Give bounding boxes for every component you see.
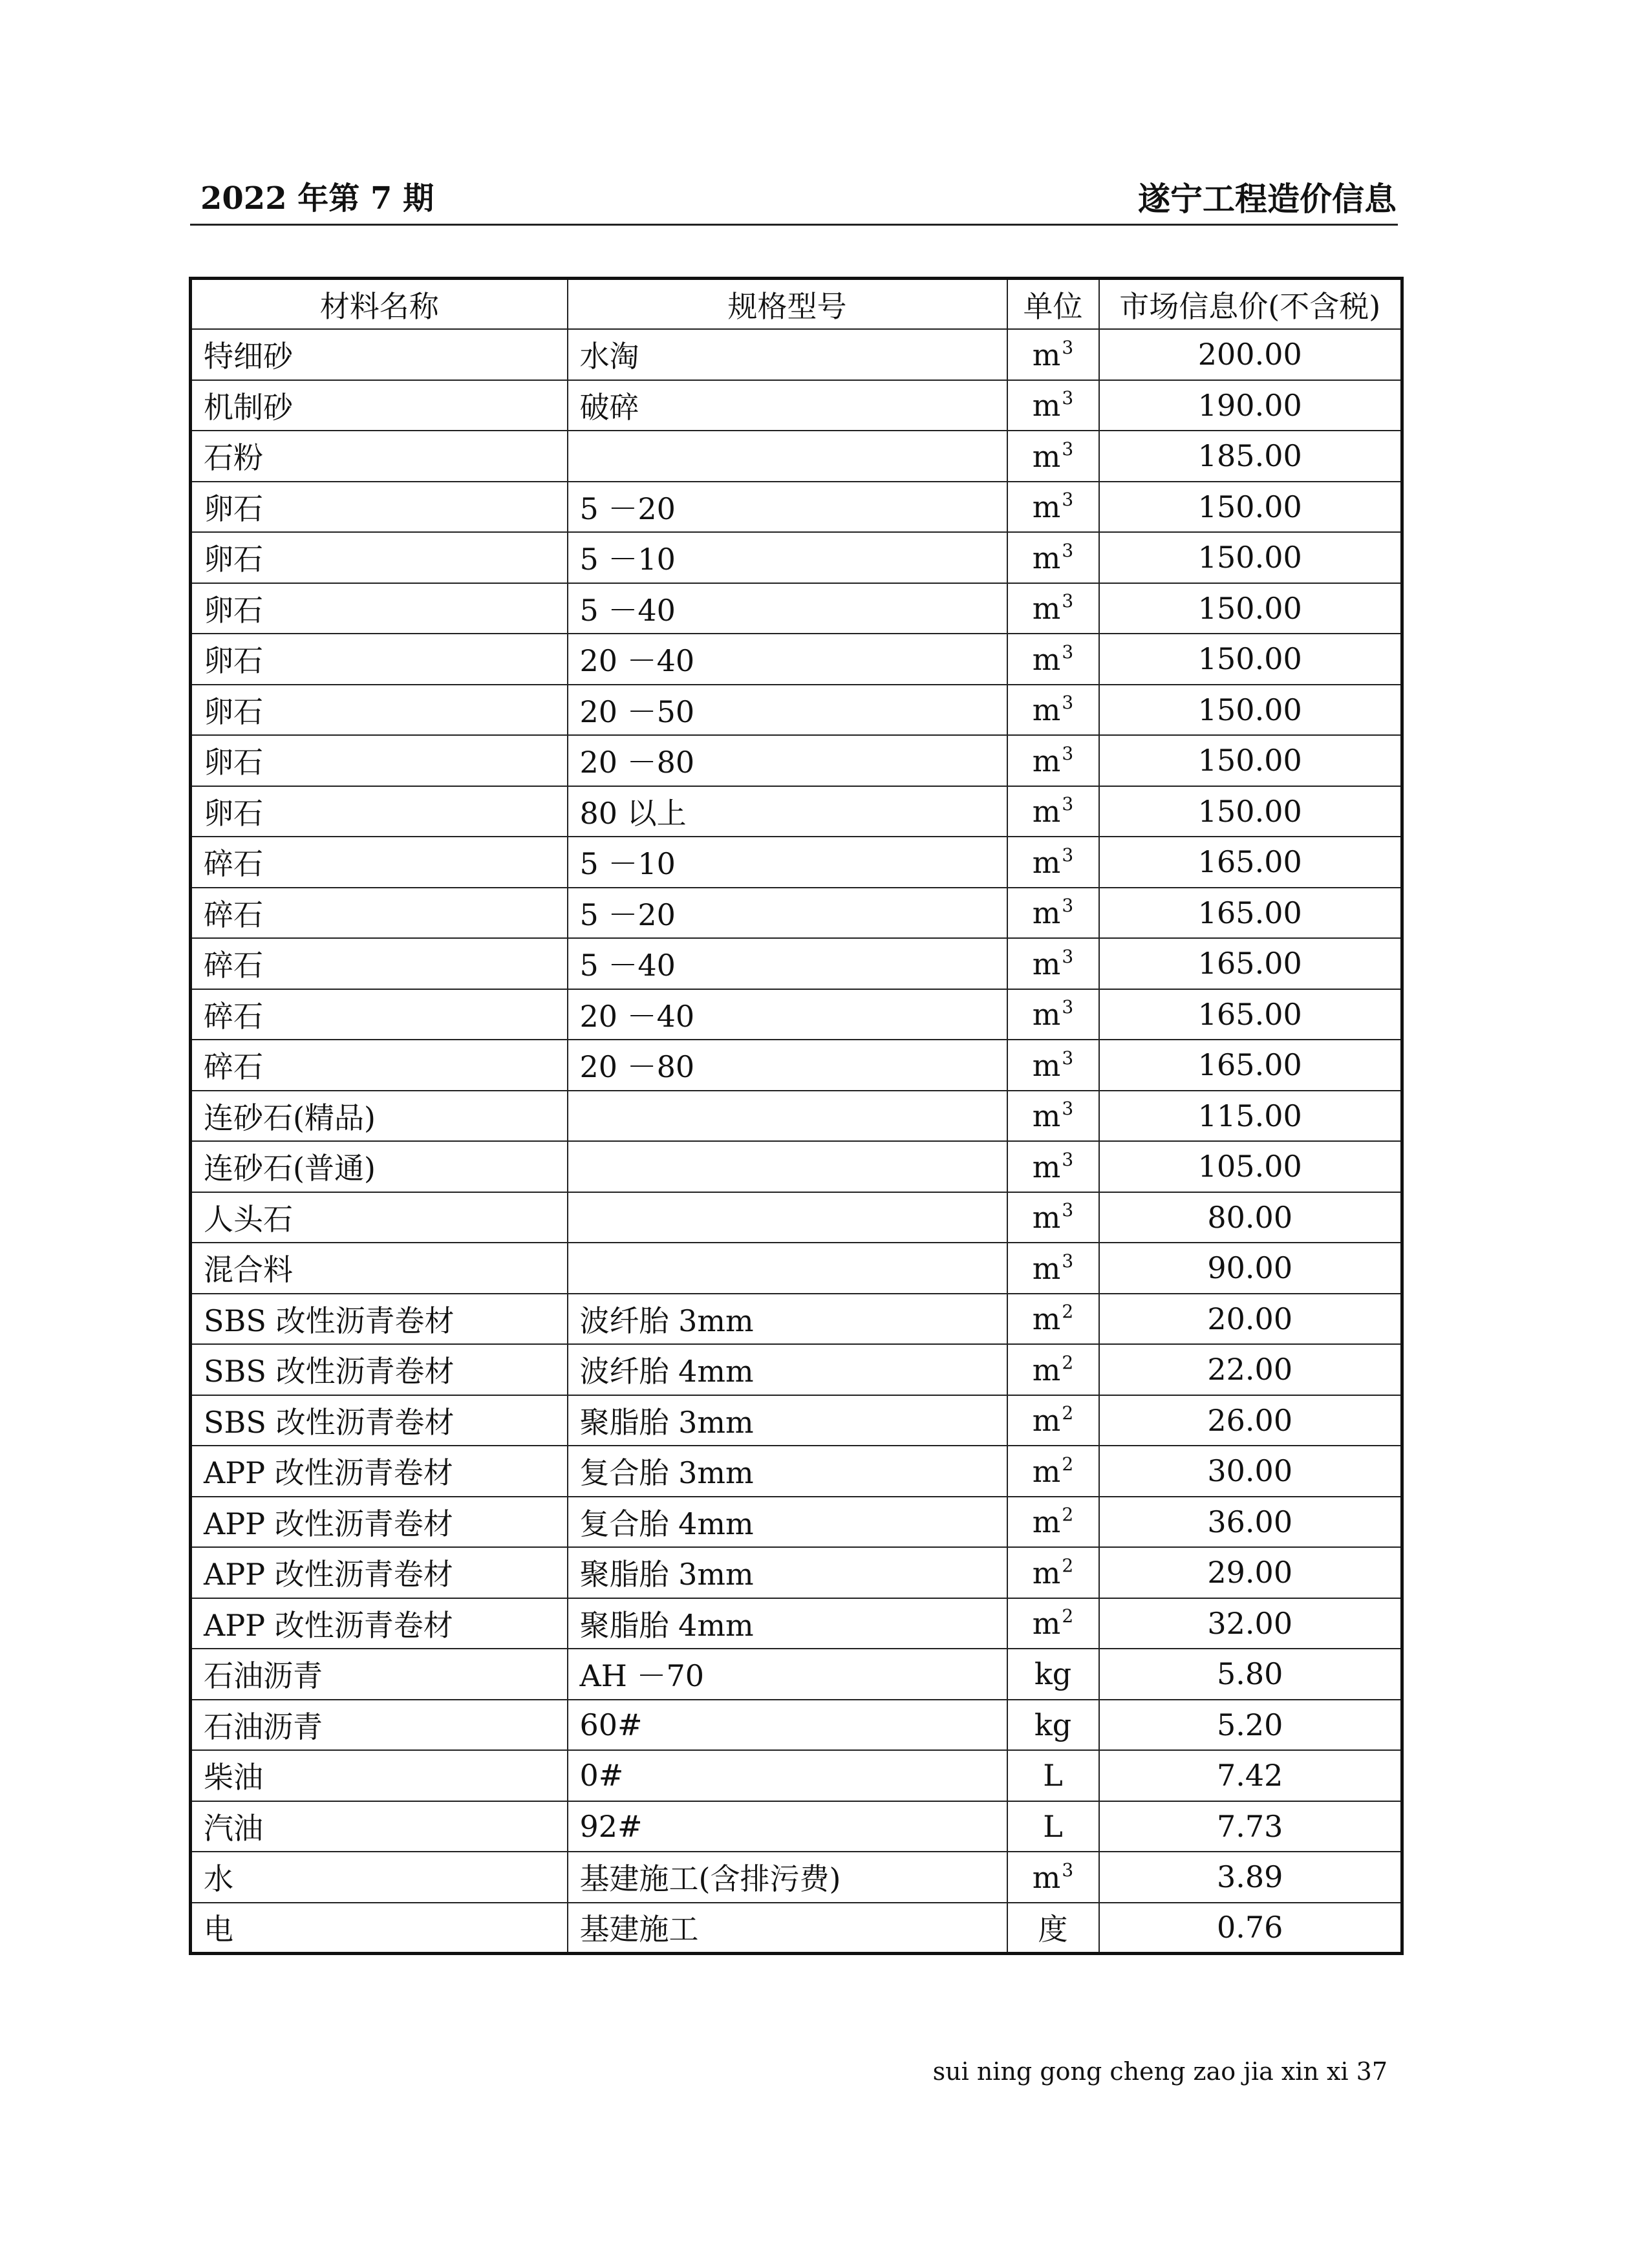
unit-cell: [1007, 1243, 1099, 1294]
price-cell: 185.00: [1099, 431, 1402, 482]
material-name-cell: 石油沥青: [191, 1649, 568, 1700]
unit-exponent: 3: [1062, 590, 1074, 612]
unit-cell: [1007, 532, 1099, 583]
column-header-spec: 规格型号: [568, 279, 1007, 330]
price-cell: 115.00: [1099, 1091, 1402, 1142]
spec-cell: [568, 1091, 1007, 1142]
column-header-unit: 单位: [1007, 279, 1099, 330]
material-name-cell: 连砂石(精品): [191, 1091, 568, 1142]
material-name-cell: 电: [191, 1903, 568, 1954]
unit-cell: [1007, 1395, 1099, 1446]
table-row: [191, 1801, 1402, 1852]
spec-cell: 复合胎 3mm: [568, 1446, 1007, 1497]
unit-base: m: [1032, 743, 1061, 778]
unit-exponent: 3: [1062, 387, 1074, 409]
unit-cell: [1007, 1852, 1099, 1903]
unit-cell: [1007, 1903, 1099, 1954]
price-cell: 36.00: [1099, 1497, 1402, 1548]
table-row: [191, 1903, 1402, 1954]
material-name-cell: 汽油: [191, 1801, 568, 1852]
table-row: [191, 735, 1402, 786]
spec-cell: AH －70: [568, 1649, 1007, 1700]
column-header-price: 市场信息价(不含税): [1099, 279, 1402, 330]
price-cell: 165.00: [1099, 888, 1402, 939]
unit-exponent: 2: [1062, 1301, 1074, 1323]
price-cell: 165.00: [1099, 837, 1402, 888]
header-divider: [190, 224, 1398, 226]
price-cell: 150.00: [1099, 583, 1402, 634]
material-name-cell: APP 改性沥青卷材: [191, 1598, 568, 1649]
unit-base: m: [1032, 337, 1061, 372]
price-cell: 150.00: [1099, 786, 1402, 837]
unit-base: m: [1032, 997, 1061, 1032]
table-row: [191, 329, 1402, 380]
price-cell: 26.00: [1099, 1395, 1402, 1446]
material-name-cell: 卵石: [191, 583, 568, 634]
unit-cell: [1007, 1497, 1099, 1548]
unit-cell: [1007, 1649, 1099, 1700]
spec-cell: 5 －10: [568, 837, 1007, 888]
spec-cell: 聚脂胎 4mm: [568, 1598, 1007, 1649]
table-row: [191, 837, 1402, 888]
material-name-cell: 卵石: [191, 532, 568, 583]
unit-cell: [1007, 1091, 1099, 1142]
table-row: [191, 1294, 1402, 1345]
unit-base: m: [1032, 489, 1061, 525]
material-name-cell: 碎石: [191, 989, 568, 1040]
table-row: [191, 1192, 1402, 1243]
unit-base: m: [1032, 1453, 1061, 1489]
spec-cell: 20 －40: [568, 989, 1007, 1040]
table-row: [191, 888, 1402, 939]
price-cell: 165.00: [1099, 989, 1402, 1040]
unit-base: m: [1032, 1555, 1061, 1590]
page-footer: sui ning gong cheng zao jia xin xi 37: [932, 2057, 1388, 2086]
price-cell: 5.80: [1099, 1649, 1402, 1700]
material-name-cell: 卵石: [191, 482, 568, 533]
unit-cell: [1007, 1750, 1099, 1801]
table-row: [191, 1344, 1402, 1395]
unit-base: m: [1032, 1301, 1061, 1337]
unit-cell: [1007, 431, 1099, 482]
spec-cell: 基建施工: [568, 1903, 1007, 1954]
unit-base: kg: [1034, 1656, 1072, 1692]
unit-base: m: [1032, 641, 1061, 677]
price-cell: 0.76: [1099, 1903, 1402, 1954]
table-row: [191, 1091, 1402, 1142]
material-name-cell: 人头石: [191, 1192, 568, 1243]
unit-base: m: [1032, 844, 1061, 880]
table-row: [191, 1446, 1402, 1497]
table-row: [191, 938, 1402, 989]
spec-cell: 5 －10: [568, 532, 1007, 583]
unit-cell: [1007, 380, 1099, 431]
unit-exponent: 3: [1062, 793, 1074, 815]
material-name-cell: 特细砂: [191, 329, 568, 380]
table-row: [191, 1750, 1402, 1801]
unit-exponent: 2: [1062, 1554, 1074, 1576]
price-cell: 7.73: [1099, 1801, 1402, 1852]
unit-base: m: [1032, 895, 1061, 931]
spec-cell: 聚脂胎 3mm: [568, 1395, 1007, 1446]
unit-cell: [1007, 1192, 1099, 1243]
price-cell: 80.00: [1099, 1192, 1402, 1243]
unit-base: m: [1032, 1098, 1061, 1134]
spec-cell: [568, 1243, 1007, 1294]
unit-exponent: 3: [1062, 1148, 1074, 1170]
spec-cell: 92#: [568, 1801, 1007, 1852]
material-name-cell: 卵石: [191, 634, 568, 685]
unit-cell: [1007, 1294, 1099, 1345]
unit-base: m: [1032, 540, 1061, 575]
unit-base: kg: [1034, 1707, 1072, 1742]
table-row: [191, 685, 1402, 736]
unit-cell: [1007, 888, 1099, 939]
unit-cell: [1007, 634, 1099, 685]
unit-exponent: 3: [1062, 1199, 1074, 1221]
unit-base: m: [1032, 1352, 1061, 1387]
material-name-cell: 水: [191, 1852, 568, 1903]
price-cell: 5.20: [1099, 1700, 1402, 1751]
unit-cell: [1007, 735, 1099, 786]
table-row: [191, 1598, 1402, 1649]
unit-base: m: [1032, 1606, 1061, 1642]
unit-cell: [1007, 1801, 1099, 1852]
spec-cell: [568, 1141, 1007, 1192]
material-name-cell: 石粉: [191, 431, 568, 482]
unit-cell: [1007, 482, 1099, 533]
unit-cell: [1007, 1547, 1099, 1598]
unit-exponent: 3: [1062, 996, 1074, 1018]
price-cell: 20.00: [1099, 1294, 1402, 1345]
unit-cell: [1007, 685, 1099, 736]
material-name-cell: 机制砂: [191, 380, 568, 431]
unit-exponent: 3: [1062, 945, 1074, 967]
spec-cell: 20 －50: [568, 685, 1007, 736]
spec-cell: 水淘: [568, 329, 1007, 380]
material-name-cell: APP 改性沥青卷材: [191, 1446, 568, 1497]
material-name-cell: SBS 改性沥青卷材: [191, 1395, 568, 1446]
price-cell: 150.00: [1099, 735, 1402, 786]
unit-base: m: [1032, 794, 1061, 829]
unit-base: m: [1032, 1149, 1061, 1184]
table-row: [191, 634, 1402, 685]
material-name-cell: 碎石: [191, 1040, 568, 1091]
price-cell: 3.89: [1099, 1852, 1402, 1903]
column-header-name: 材料名称: [191, 279, 568, 330]
unit-base: m: [1032, 1250, 1061, 1286]
price-cell: 29.00: [1099, 1547, 1402, 1598]
spec-cell: 破碎: [568, 380, 1007, 431]
table-row: [191, 431, 1402, 482]
spec-cell: 20 －80: [568, 1040, 1007, 1091]
unit-cell: [1007, 1141, 1099, 1192]
unit-exponent: 2: [1062, 1504, 1074, 1526]
price-cell: 32.00: [1099, 1598, 1402, 1649]
table-row: [191, 482, 1402, 533]
table-row: [191, 1547, 1402, 1598]
unit-base: L: [1043, 1758, 1063, 1793]
unit-exponent: 3: [1062, 1098, 1074, 1120]
material-name-cell: SBS 改性沥青卷材: [191, 1344, 568, 1395]
material-name-cell: 卵石: [191, 786, 568, 837]
table-header-row: [191, 279, 1402, 330]
price-cell: 150.00: [1099, 634, 1402, 685]
table-body: [191, 329, 1402, 1953]
table-row: [191, 786, 1402, 837]
material-name-cell: 卵石: [191, 685, 568, 736]
spec-cell: 20 －80: [568, 735, 1007, 786]
price-cell: 90.00: [1099, 1243, 1402, 1294]
unit-exponent: 3: [1062, 895, 1074, 917]
spec-cell: 20 －40: [568, 634, 1007, 685]
unit-base: m: [1032, 1403, 1061, 1439]
price-cell: 105.00: [1099, 1141, 1402, 1192]
material-name-cell: APP 改性沥青卷材: [191, 1497, 568, 1548]
price-cell: 150.00: [1099, 532, 1402, 583]
price-cell: 7.42: [1099, 1750, 1402, 1801]
unit-exponent: 3: [1062, 1047, 1074, 1069]
price-cell: 165.00: [1099, 1040, 1402, 1091]
unit-base: m: [1032, 388, 1061, 423]
unit-exponent: 3: [1062, 742, 1074, 764]
spec-cell: 5 －40: [568, 583, 1007, 634]
spec-cell: [568, 431, 1007, 482]
material-name-cell: 柴油: [191, 1750, 568, 1801]
unit-exponent: 3: [1062, 438, 1074, 460]
unit-exponent: 3: [1062, 844, 1074, 866]
spec-cell: 5 －20: [568, 482, 1007, 533]
spec-cell: 波纤胎 4mm: [568, 1344, 1007, 1395]
unit-cell: [1007, 1598, 1099, 1649]
unit-base: m: [1032, 946, 1061, 981]
spec-cell: 0#: [568, 1750, 1007, 1801]
material-name-cell: 石油沥青: [191, 1700, 568, 1751]
table-row: [191, 1141, 1402, 1192]
table-row: [191, 1649, 1402, 1700]
unit-exponent: 2: [1062, 1453, 1074, 1475]
spec-cell: 80 以上: [568, 786, 1007, 837]
table-row: [191, 1852, 1402, 1903]
unit-cell: [1007, 1446, 1099, 1497]
publication-title: 遂宁工程造价信息: [1138, 180, 1397, 218]
spec-cell: 复合胎 4mm: [568, 1497, 1007, 1548]
table-row: [191, 1700, 1402, 1751]
unit-exponent: 3: [1062, 641, 1074, 663]
price-cell: 200.00: [1099, 329, 1402, 380]
material-name-cell: 碎石: [191, 888, 568, 939]
spec-cell: 聚脂胎 3mm: [568, 1547, 1007, 1598]
table-row: [191, 380, 1402, 431]
material-name-cell: 碎石: [191, 938, 568, 989]
unit-cell: [1007, 1344, 1099, 1395]
material-name-cell: 混合料: [191, 1243, 568, 1294]
table-row: [191, 1243, 1402, 1294]
unit-base: m: [1032, 1859, 1061, 1895]
unit-base: m: [1032, 1504, 1061, 1540]
unit-cell: [1007, 786, 1099, 837]
material-name-cell: 碎石: [191, 837, 568, 888]
unit-cell: [1007, 583, 1099, 634]
unit-exponent: 2: [1062, 1605, 1074, 1627]
price-cell: 165.00: [1099, 938, 1402, 989]
unit-exponent: 3: [1062, 336, 1074, 358]
unit-cell: [1007, 989, 1099, 1040]
material-name-cell: APP 改性沥青卷材: [191, 1547, 568, 1598]
material-price-table: [189, 277, 1404, 1955]
price-cell: 190.00: [1099, 380, 1402, 431]
unit-exponent: 3: [1062, 489, 1074, 511]
unit-cell: [1007, 938, 1099, 989]
unit-base: m: [1032, 1047, 1061, 1083]
unit-exponent: 3: [1062, 539, 1074, 561]
unit-cell: [1007, 329, 1099, 380]
unit-exponent: 2: [1062, 1351, 1074, 1373]
unit-exponent: 2: [1062, 1402, 1074, 1424]
price-cell: 150.00: [1099, 482, 1402, 533]
unit-exponent: 3: [1062, 692, 1074, 714]
material-name-cell: 卵石: [191, 735, 568, 786]
unit-base: m: [1032, 591, 1061, 626]
spec-cell: 60#: [568, 1700, 1007, 1751]
price-cell: 30.00: [1099, 1446, 1402, 1497]
unit-base: 度: [1038, 1912, 1068, 1947]
price-cell: 22.00: [1099, 1344, 1402, 1395]
table-row: [191, 583, 1402, 634]
issue-label: 2022 年第 7 期: [200, 180, 434, 217]
material-name-cell: 连砂石(普通): [191, 1141, 568, 1192]
price-cell: 150.00: [1099, 685, 1402, 736]
table-row: [191, 1040, 1402, 1091]
table-row: [191, 1497, 1402, 1548]
unit-base: m: [1032, 438, 1061, 474]
unit-cell: [1007, 1040, 1099, 1091]
unit-cell: [1007, 837, 1099, 888]
unit-exponent: 3: [1062, 1250, 1074, 1272]
unit-base: m: [1032, 1200, 1061, 1236]
spec-cell: 5 －40: [568, 938, 1007, 989]
material-name-cell: SBS 改性沥青卷材: [191, 1294, 568, 1345]
unit-exponent: 3: [1062, 1859, 1074, 1881]
unit-cell: [1007, 1700, 1099, 1751]
table-row: [191, 532, 1402, 583]
spec-cell: [568, 1192, 1007, 1243]
spec-cell: 5 －20: [568, 888, 1007, 939]
unit-base: L: [1043, 1808, 1063, 1844]
spec-cell: 波纤胎 3mm: [568, 1294, 1007, 1345]
unit-base: m: [1032, 692, 1061, 728]
table-row: [191, 1395, 1402, 1446]
table-row: [191, 989, 1402, 1040]
spec-cell: 基建施工(含排污费): [568, 1852, 1007, 1903]
